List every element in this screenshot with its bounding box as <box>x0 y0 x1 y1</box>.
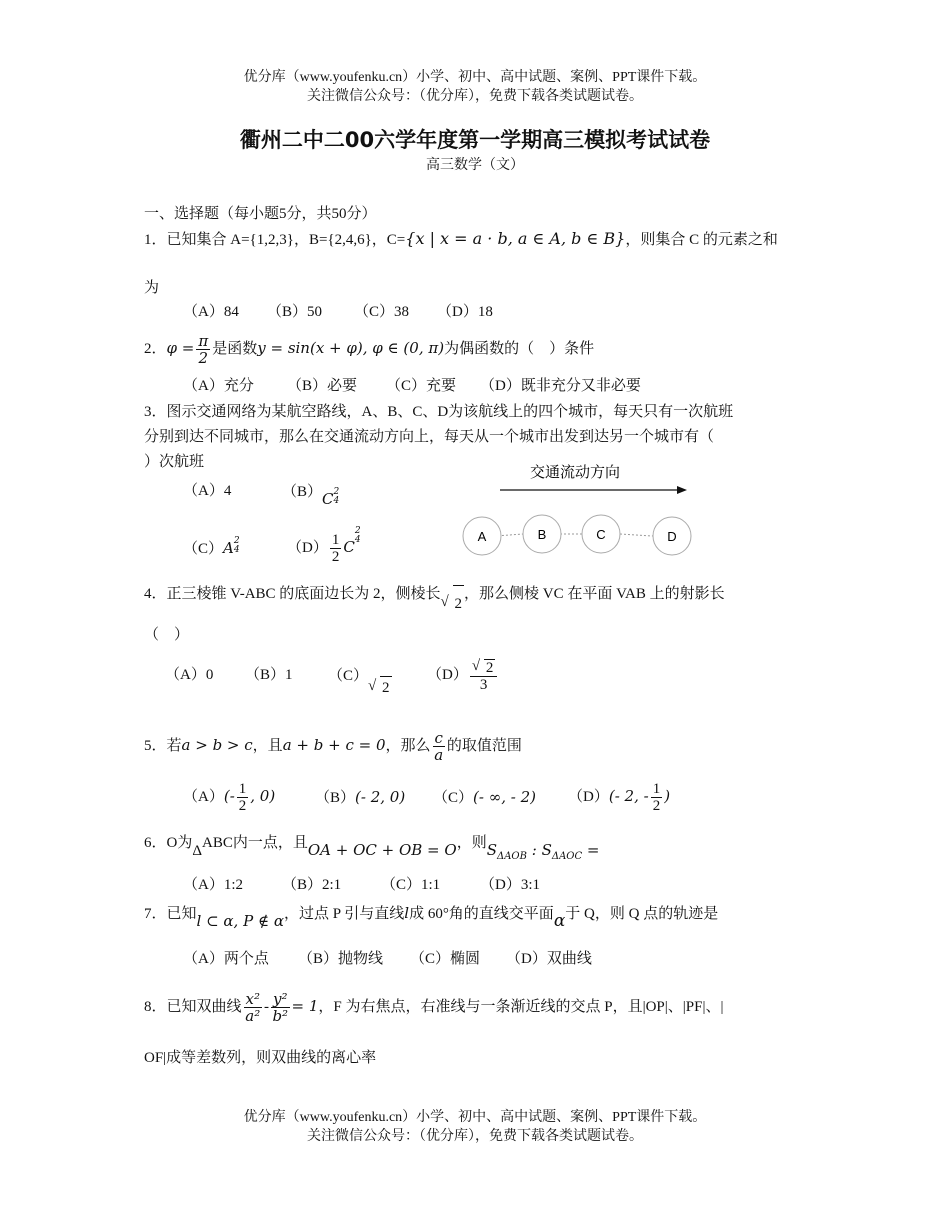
q8-a2: a² <box>245 1007 261 1026</box>
q3-option-d-combination <box>343 526 361 556</box>
q1-text-a: 1．已知集合 A={1,2,3}，B={2,4,6}，C= <box>144 232 406 248</box>
q4-option-c <box>328 664 392 696</box>
q6-sub1: ΔAOB <box>496 851 527 862</box>
q7-text-c: 成 60°角的直线交平面 <box>409 906 554 922</box>
q6-option-c: （C）1:1 <box>381 877 441 893</box>
q2-two: 2 <box>198 349 209 368</box>
q7-text-b: ，过点 P 引与直线 <box>283 906 405 922</box>
question-8 <box>144 984 723 1029</box>
q5-d-n: 1 <box>652 781 661 798</box>
q8-y2-over-b2 <box>271 991 290 1024</box>
q3-b-c: C <box>322 490 334 508</box>
q5-a-d: 2 <box>238 798 247 815</box>
direction-arrow-head <box>677 486 687 494</box>
section-heading: 一、选择题（每小题5分，共50分） <box>144 206 377 222</box>
q3-option-c-permutation <box>223 536 240 557</box>
q5-option-d <box>568 776 670 817</box>
question-2 <box>144 328 594 369</box>
q3-b-sub: 4 <box>333 496 340 506</box>
q3-option-d <box>287 527 361 568</box>
q8-continuation: OF|成等差数列，则双曲线的离心率 <box>144 1050 377 1066</box>
q4-d-three: 3 <box>479 676 488 693</box>
q6-option-a: （A）1:2 <box>183 877 244 893</box>
q4-text-a: 4．正三棱锥 V-ABC 的底面边长为 2，侧棱长 <box>144 586 441 602</box>
q5-option-a-label: （A） <box>183 789 224 805</box>
header-line-2: 关注微信公众号：（优分库），免费下载各类试题试卷。 <box>307 89 643 104</box>
q6-text-a: 6．O为 <box>144 835 193 851</box>
q3-option-b-label: （B） <box>282 484 323 500</box>
q4-c-sqrt: √ 2 <box>380 676 392 699</box>
q6-text-b: ABC内一点，且 <box>202 835 308 851</box>
q2-text-b: 为偶函数的（ ）条件 <box>444 341 595 357</box>
q4-option-a: （A）0 <box>165 667 214 683</box>
q8-b2: b² <box>272 1007 289 1026</box>
q5-c-over-a <box>433 730 445 763</box>
q3-d-c: C <box>343 538 355 556</box>
page-subtitle: 高三数学（文） <box>426 158 524 173</box>
q2-option-a: （A）充分 <box>183 378 254 394</box>
q5-d-frac <box>651 781 663 814</box>
q3-d-half-d: 2 <box>331 549 340 566</box>
q3-option-a: （A）4 <box>183 483 232 499</box>
q1-text-b: ，则集合 C 的元素之和 <box>625 232 778 248</box>
node-b-label: B <box>537 527 547 542</box>
q5-option-d-label: （D） <box>568 789 609 805</box>
q3-line-1: 3．图示交通网络为某航空路线，A、B、C、D为该航线上的四个城市，每天只有一次航班 <box>144 404 734 420</box>
footer-line-1: 优分库（www.youfenku.cn）小学、初中、高中试题、案例、PPT课件下载。 <box>243 1110 707 1125</box>
direction-label: 交通流动方向 <box>530 465 621 481</box>
q4-blank: （ ） <box>144 627 190 643</box>
q8-x2: x² <box>245 990 260 1009</box>
q7-option-c: （C）椭圆 <box>410 951 481 967</box>
q5-option-c-label: （C） <box>433 790 474 806</box>
q6-area-ratio <box>486 841 600 862</box>
q5-d-left: (- 2, - <box>608 787 649 805</box>
q5-sum: a + b + c = 0 <box>282 736 386 754</box>
q2-option-c: （C）充要 <box>386 378 457 394</box>
q2-pi: π <box>198 332 209 351</box>
edge-c-d <box>620 534 653 536</box>
q6-triangle: Δ <box>192 843 202 859</box>
q6-eq: = <box>582 841 600 859</box>
q5-d-right: ) <box>664 787 671 805</box>
q4-option-d-label: （D） <box>427 667 468 683</box>
node-c-label: C <box>596 527 606 542</box>
q4-option-d <box>427 655 499 695</box>
q1-set: {x | x = a · b, a ∈ A, b ∈ B} <box>405 229 626 248</box>
q3-c-sup: 2 <box>233 536 240 546</box>
q5-a-left: (- <box>223 787 235 805</box>
q1-option-c: （C）38 <box>354 304 410 320</box>
q3-d-sub: 4 <box>354 535 361 545</box>
question-4 <box>144 575 725 612</box>
q4-option-b: （B）1 <box>245 667 293 683</box>
q5-a: a <box>434 746 444 765</box>
q6-option-d: （D）3:1 <box>480 877 541 893</box>
q2-number: 2． <box>144 341 167 357</box>
question-5 <box>144 725 522 766</box>
q6-sub2: ΔAOC <box>551 851 583 862</box>
q2-pi-over-2 <box>196 333 210 366</box>
q5-b-interval: (- 2, 0) <box>355 788 406 806</box>
q5-c-interval: (- ∞, - 2) <box>473 788 536 806</box>
q5-a-frac <box>237 781 249 814</box>
q7-line-l: l <box>404 904 410 922</box>
q2-function: y = sin(x + φ), φ ∈ (0, π) <box>257 339 445 357</box>
q7-alpha: α <box>553 911 566 931</box>
q3-d-half-n: 1 <box>331 532 340 549</box>
q6-text-c: ，则 <box>456 835 487 851</box>
q6-colon: : S <box>526 841 552 859</box>
node-d-label: D <box>667 529 677 544</box>
q7-option-b: （B）抛物线 <box>298 951 384 967</box>
q8-minus: - <box>264 999 269 1015</box>
q3-d-half <box>330 532 342 565</box>
question-7 <box>144 899 719 931</box>
q3-line-3: ）次航班 <box>144 454 205 470</box>
q1-option-a: （A）84 <box>183 304 239 320</box>
q5-option-a <box>183 776 275 817</box>
q8-text-b: ，F 为右焦点，右准线与一条渐近线的交点 P，且|OP|、|PF|、| <box>318 999 724 1015</box>
q5-c: c <box>434 729 443 748</box>
q5-option-b-label: （B） <box>315 790 356 806</box>
q5-text-c: 的取值范围 <box>446 738 522 754</box>
q5-inequality: a > b > c <box>181 736 253 754</box>
q6-s1: S <box>486 841 497 859</box>
q6-vector-eq: OA + OC + OB = O <box>307 841 457 859</box>
q7-option-a: （A）两个点 <box>183 951 269 967</box>
q4-d-frac <box>470 659 498 693</box>
q2-phi: φ = <box>166 339 195 357</box>
q5-number: 5．若 <box>144 738 182 754</box>
q5-option-b <box>315 786 405 809</box>
q4-sqrt-2: √ 2 <box>453 585 465 622</box>
q3-option-c <box>183 537 240 560</box>
q1-continuation: 为 <box>144 280 160 296</box>
q4-text-b: ，那么侧棱 VC 在平面 VAB 上的射影长 <box>464 586 725 602</box>
q8-text-a: 8．已知双曲线 <box>144 999 242 1015</box>
q2-text-a: 是函数 <box>212 341 258 357</box>
q5-option-c <box>433 786 536 809</box>
q3-option-c-label: （C） <box>183 541 224 557</box>
q3-option-b-combination <box>322 487 340 508</box>
q2-option-d: （D）既非充分又非必要 <box>480 378 641 394</box>
q5-d-d: 2 <box>652 798 661 815</box>
q3-line-2: 分别到达不同城市，那么在交通流动方向上，每天从一个城市出发到达另一个城市有（ <box>144 429 715 445</box>
q3-option-d-label: （D） <box>287 540 328 556</box>
q4-d-sqrt: √ 2 <box>484 659 496 676</box>
q7-text-d: 于 Q，则 Q 点的轨迹是 <box>565 906 719 922</box>
footer-line-2: 关注微信公众号：（优分库），免费下载各类试题试卷。 <box>307 1129 643 1144</box>
q5-a-right: , 0) <box>250 787 276 805</box>
q3-b-sup: 2 <box>333 487 340 497</box>
q3-option-b <box>282 480 340 508</box>
q1-option-d: （D）18 <box>437 304 493 320</box>
q1-option-b: （B）50 <box>267 304 323 320</box>
q6-option-b: （B）2:1 <box>282 877 342 893</box>
q2-option-b: （B）必要 <box>287 378 358 394</box>
q8-eq-1: = 1 <box>291 997 319 1015</box>
q7-condition: l ⊂ α, P ∉ α <box>196 912 284 930</box>
q5-a-n: 1 <box>238 781 247 798</box>
question-1 <box>144 228 778 251</box>
question-6 <box>144 828 600 863</box>
q8-y2: y² <box>273 990 288 1009</box>
page-title: 衢州二中二00六学年度第一学期高三模拟考试试卷 <box>239 128 711 152</box>
q8-x2-over-a2 <box>244 991 262 1024</box>
q4-option-c-label: （C） <box>328 668 369 684</box>
traffic-network-diagram <box>455 455 705 565</box>
header-line-1: 优分库（www.youfenku.cn）小学、初中、高中试题、案例、PPT课件下载。 <box>243 70 707 85</box>
q3-d-sup: 2 <box>354 526 361 536</box>
q5-text-a: ，且 <box>252 738 283 754</box>
q5-text-b: ，那么 <box>385 738 431 754</box>
q3-c-a: A <box>223 539 234 557</box>
q7-text-a: 7．已知 <box>144 906 197 922</box>
q7-option-d: （D）双曲线 <box>506 951 592 967</box>
q3-c-sub: 4 <box>233 545 240 555</box>
node-a-label: A <box>477 529 487 544</box>
